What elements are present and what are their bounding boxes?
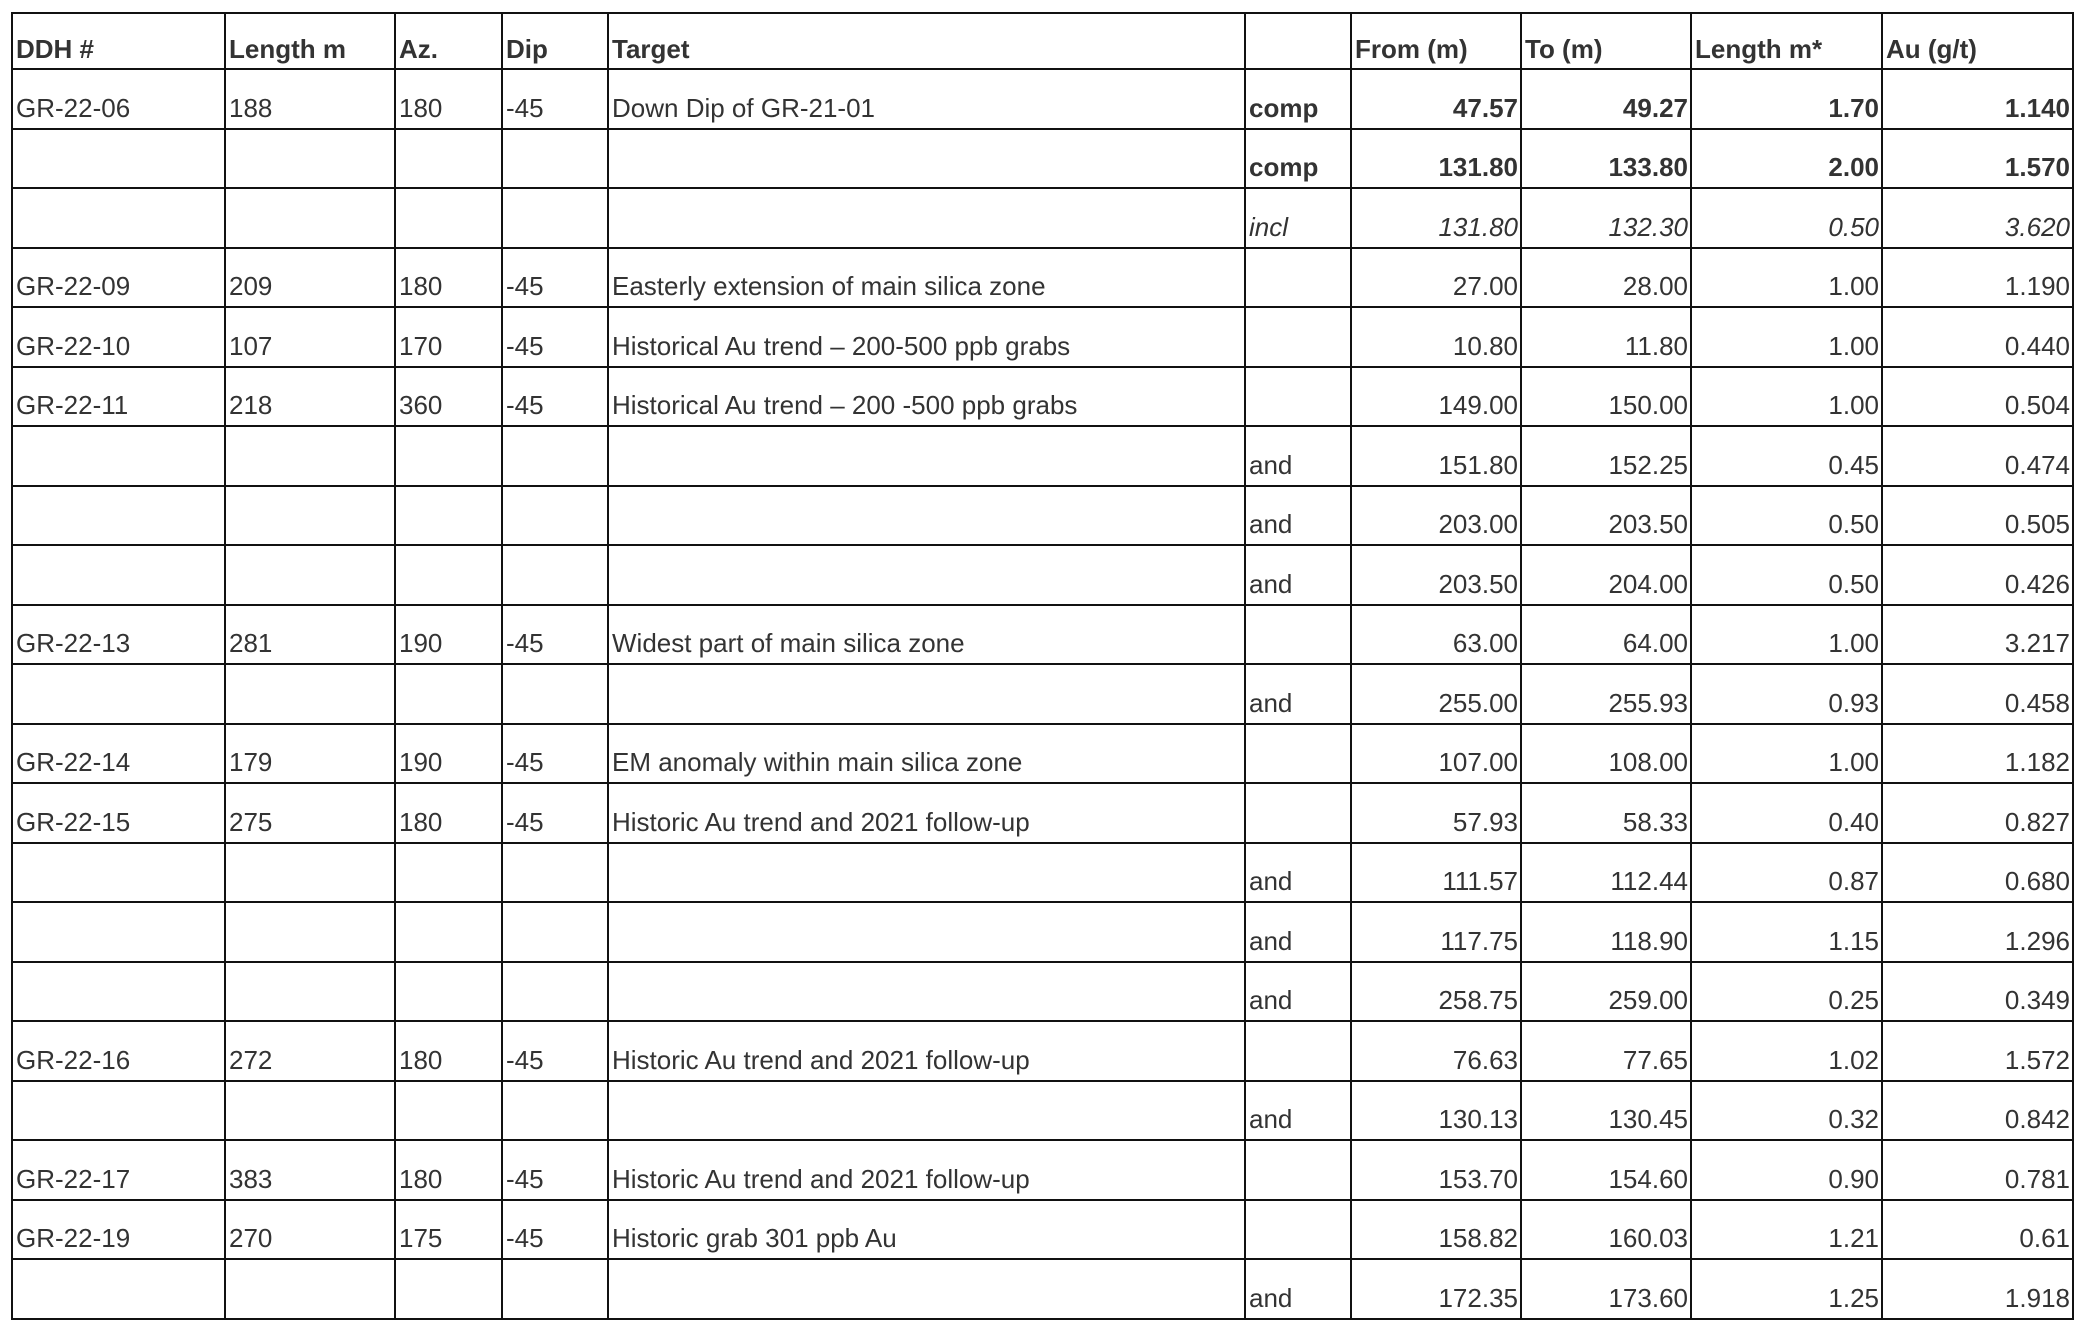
table-row — [12, 188, 2073, 248]
cell-to: 255.93 — [1521, 664, 1691, 724]
table-row — [12, 1081, 2073, 1141]
cell-from: 27.00 — [1351, 248, 1521, 308]
cell-azimuth — [395, 1259, 502, 1319]
cell-hole-length — [225, 426, 395, 486]
table-row — [12, 307, 2073, 367]
cell-au-grade: 0.349 — [1882, 962, 2073, 1022]
cell-azimuth: 180 — [395, 1140, 502, 1200]
cell-hole-length — [225, 664, 395, 724]
cell-au-grade: 0.440 — [1882, 307, 2073, 367]
cell-qualifier: and — [1245, 1259, 1351, 1319]
header-au-grade: Au (g/t) — [1882, 13, 2073, 69]
cell-interval-length: 1.00 — [1691, 605, 1882, 665]
cell-azimuth: 180 — [395, 69, 502, 129]
table-row — [12, 843, 2073, 903]
cell-ddh — [12, 1081, 225, 1141]
header-target: Target — [608, 13, 1245, 69]
cell-hole-length: 107 — [225, 307, 395, 367]
cell-interval-length: 1.00 — [1691, 307, 1882, 367]
cell-from: 57.93 — [1351, 783, 1521, 843]
cell-hole-length — [225, 962, 395, 1022]
cell-dip — [502, 664, 608, 724]
cell-dip: -45 — [502, 307, 608, 367]
cell-from: 63.00 — [1351, 605, 1521, 665]
cell-ddh: GR-22-11 — [12, 367, 225, 427]
cell-au-grade: 0.458 — [1882, 664, 2073, 724]
cell-target: Easterly extension of main silica zone — [608, 248, 1245, 308]
cell-ddh: GR-22-10 — [12, 307, 225, 367]
cell-to: 64.00 — [1521, 605, 1691, 665]
cell-dip: -45 — [502, 1140, 608, 1200]
cell-hole-length: 270 — [225, 1200, 395, 1260]
cell-azimuth: 175 — [395, 1200, 502, 1260]
cell-target: EM anomaly within main silica zone — [608, 724, 1245, 784]
cell-from: 172.35 — [1351, 1259, 1521, 1319]
drill-results-table — [11, 12, 2074, 1320]
cell-qualifier — [1245, 1140, 1351, 1200]
cell-target — [608, 486, 1245, 546]
table-row — [12, 902, 2073, 962]
cell-qualifier — [1245, 367, 1351, 427]
cell-azimuth — [395, 545, 502, 605]
cell-interval-length: 0.50 — [1691, 545, 1882, 605]
cell-hole-length: 272 — [225, 1021, 395, 1081]
cell-dip: -45 — [502, 724, 608, 784]
cell-ddh — [12, 962, 225, 1022]
cell-qualifier: and — [1245, 1081, 1351, 1141]
cell-dip: -45 — [502, 605, 608, 665]
cell-azimuth: 180 — [395, 1021, 502, 1081]
table-row — [12, 248, 2073, 308]
cell-qualifier: and — [1245, 664, 1351, 724]
cell-azimuth — [395, 843, 502, 903]
cell-azimuth — [395, 486, 502, 546]
cell-target — [608, 426, 1245, 486]
cell-qualifier — [1245, 605, 1351, 665]
cell-to: 133.80 — [1521, 129, 1691, 189]
cell-to: 132.30 — [1521, 188, 1691, 248]
cell-hole-length: 188 — [225, 69, 395, 129]
table-row — [12, 724, 2073, 784]
cell-ddh — [12, 426, 225, 486]
cell-from: 158.82 — [1351, 1200, 1521, 1260]
cell-ddh: GR-22-16 — [12, 1021, 225, 1081]
cell-au-grade: 1.140 — [1882, 69, 2073, 129]
cell-to: 118.90 — [1521, 902, 1691, 962]
cell-interval-length: 2.00 — [1691, 129, 1882, 189]
cell-dip — [502, 962, 608, 1022]
table-row — [12, 605, 2073, 665]
cell-au-grade: 0.474 — [1882, 426, 2073, 486]
header-qualifier — [1245, 13, 1351, 69]
cell-ddh — [12, 1259, 225, 1319]
table-row — [12, 1200, 2073, 1260]
header-interval-length: Length m* — [1691, 13, 1882, 69]
cell-ddh — [12, 188, 225, 248]
cell-qualifier: and — [1245, 545, 1351, 605]
cell-interval-length: 0.25 — [1691, 962, 1882, 1022]
cell-hole-length — [225, 486, 395, 546]
cell-azimuth — [395, 902, 502, 962]
cell-interval-length: 1.00 — [1691, 248, 1882, 308]
cell-au-grade: 3.217 — [1882, 605, 2073, 665]
table-row — [12, 1140, 2073, 1200]
cell-azimuth — [395, 188, 502, 248]
cell-au-grade: 0.842 — [1882, 1081, 2073, 1141]
cell-from: 10.80 — [1351, 307, 1521, 367]
header-azimuth: Az. — [395, 13, 502, 69]
cell-interval-length: 1.00 — [1691, 724, 1882, 784]
cell-hole-length — [225, 129, 395, 189]
cell-interval-length: 1.25 — [1691, 1259, 1882, 1319]
cell-target — [608, 545, 1245, 605]
cell-ddh — [12, 902, 225, 962]
table-row — [12, 367, 2073, 427]
cell-au-grade: 0.781 — [1882, 1140, 2073, 1200]
cell-dip — [502, 902, 608, 962]
cell-to: 49.27 — [1521, 69, 1691, 129]
cell-from: 149.00 — [1351, 367, 1521, 427]
header-row — [12, 13, 2073, 69]
cell-qualifier — [1245, 1021, 1351, 1081]
cell-interval-length: 0.90 — [1691, 1140, 1882, 1200]
cell-dip — [502, 129, 608, 189]
cell-to: 154.60 — [1521, 1140, 1691, 1200]
cell-target — [608, 188, 1245, 248]
cell-ddh: GR-22-13 — [12, 605, 225, 665]
cell-to: 108.00 — [1521, 724, 1691, 784]
header-length: Length m — [225, 13, 395, 69]
cell-azimuth: 180 — [395, 783, 502, 843]
cell-au-grade: 0.827 — [1882, 783, 2073, 843]
cell-from: 107.00 — [1351, 724, 1521, 784]
cell-azimuth: 190 — [395, 605, 502, 665]
cell-dip: -45 — [502, 783, 608, 843]
cell-ddh: GR-22-06 — [12, 69, 225, 129]
cell-dip: -45 — [502, 1200, 608, 1260]
table-row — [12, 962, 2073, 1022]
cell-dip: -45 — [502, 248, 608, 308]
cell-to: 58.33 — [1521, 783, 1691, 843]
cell-qualifier: comp — [1245, 69, 1351, 129]
cell-hole-length: 275 — [225, 783, 395, 843]
table-row — [12, 129, 2073, 189]
table-row — [12, 664, 2073, 724]
cell-au-grade: 1.918 — [1882, 1259, 2073, 1319]
cell-from: 203.00 — [1351, 486, 1521, 546]
cell-target: Historical Au trend – 200 -500 ppb grabs — [608, 367, 1245, 427]
cell-target — [608, 1259, 1245, 1319]
cell-qualifier — [1245, 1200, 1351, 1260]
cell-target — [608, 664, 1245, 724]
cell-azimuth — [395, 962, 502, 1022]
cell-azimuth — [395, 664, 502, 724]
cell-au-grade: 0.680 — [1882, 843, 2073, 903]
table-row — [12, 69, 2073, 129]
cell-from: 203.50 — [1351, 545, 1521, 605]
header-from: From (m) — [1351, 13, 1521, 69]
cell-to: 28.00 — [1521, 248, 1691, 308]
cell-qualifier — [1245, 783, 1351, 843]
cell-hole-length — [225, 1081, 395, 1141]
cell-au-grade: 0.505 — [1882, 486, 2073, 546]
cell-dip — [502, 545, 608, 605]
table-row — [12, 545, 2073, 605]
cell-dip — [502, 843, 608, 903]
cell-to: 204.00 — [1521, 545, 1691, 605]
cell-au-grade: 3.620 — [1882, 188, 2073, 248]
cell-au-grade: 0.61 — [1882, 1200, 2073, 1260]
cell-qualifier — [1245, 248, 1351, 308]
cell-interval-length: 1.02 — [1691, 1021, 1882, 1081]
header-ddh: DDH # — [12, 13, 225, 69]
cell-target: Historical Au trend – 200-500 ppb grabs — [608, 307, 1245, 367]
cell-ddh: GR-22-19 — [12, 1200, 225, 1260]
table-row — [12, 1021, 2073, 1081]
cell-from: 117.75 — [1351, 902, 1521, 962]
cell-hole-length: 179 — [225, 724, 395, 784]
cell-au-grade: 1.570 — [1882, 129, 2073, 189]
cell-au-grade: 1.190 — [1882, 248, 2073, 308]
cell-qualifier — [1245, 307, 1351, 367]
cell-dip: -45 — [502, 1021, 608, 1081]
cell-target: Historic grab 301 ppb Au — [608, 1200, 1245, 1260]
cell-interval-length: 1.00 — [1691, 367, 1882, 427]
cell-from: 111.57 — [1351, 843, 1521, 903]
cell-hole-length — [225, 188, 395, 248]
cell-target: Historic Au trend and 2021 follow-up — [608, 783, 1245, 843]
cell-dip: -45 — [502, 367, 608, 427]
cell-ddh — [12, 486, 225, 546]
cell-from: 47.57 — [1351, 69, 1521, 129]
cell-qualifier: comp — [1245, 129, 1351, 189]
cell-target: Historic Au trend and 2021 follow-up — [608, 1021, 1245, 1081]
cell-target: Historic Au trend and 2021 follow-up — [608, 1140, 1245, 1200]
cell-from: 130.13 — [1351, 1081, 1521, 1141]
cell-dip — [502, 1081, 608, 1141]
cell-to: 173.60 — [1521, 1259, 1691, 1319]
cell-interval-length: 1.70 — [1691, 69, 1882, 129]
cell-hole-length: 281 — [225, 605, 395, 665]
cell-hole-length — [225, 1259, 395, 1319]
cell-from: 76.63 — [1351, 1021, 1521, 1081]
cell-qualifier: and — [1245, 962, 1351, 1022]
cell-au-grade: 1.182 — [1882, 724, 2073, 784]
cell-ddh — [12, 843, 225, 903]
cell-from: 258.75 — [1351, 962, 1521, 1022]
cell-from: 255.00 — [1351, 664, 1521, 724]
cell-from: 131.80 — [1351, 188, 1521, 248]
cell-interval-length: 1.15 — [1691, 902, 1882, 962]
cell-azimuth — [395, 426, 502, 486]
cell-au-grade: 1.572 — [1882, 1021, 2073, 1081]
cell-qualifier: and — [1245, 426, 1351, 486]
cell-to: 152.25 — [1521, 426, 1691, 486]
cell-dip — [502, 426, 608, 486]
table-body — [12, 69, 2073, 1319]
cell-hole-length — [225, 902, 395, 962]
table-row — [12, 486, 2073, 546]
cell-qualifier: and — [1245, 902, 1351, 962]
cell-interval-length: 0.40 — [1691, 783, 1882, 843]
cell-to: 150.00 — [1521, 367, 1691, 427]
cell-from: 153.70 — [1351, 1140, 1521, 1200]
cell-dip — [502, 1259, 608, 1319]
cell-hole-length: 209 — [225, 248, 395, 308]
cell-qualifier: and — [1245, 486, 1351, 546]
cell-target — [608, 1081, 1245, 1141]
cell-ddh: GR-22-17 — [12, 1140, 225, 1200]
cell-ddh — [12, 129, 225, 189]
cell-dip — [502, 188, 608, 248]
cell-target — [608, 902, 1245, 962]
cell-target — [608, 129, 1245, 189]
cell-interval-length: 0.87 — [1691, 843, 1882, 903]
cell-azimuth: 170 — [395, 307, 502, 367]
cell-interval-length: 0.32 — [1691, 1081, 1882, 1141]
cell-interval-length: 0.50 — [1691, 188, 1882, 248]
cell-to: 130.45 — [1521, 1081, 1691, 1141]
cell-hole-length — [225, 545, 395, 605]
cell-hole-length: 218 — [225, 367, 395, 427]
cell-to: 259.00 — [1521, 962, 1691, 1022]
cell-to: 112.44 — [1521, 843, 1691, 903]
cell-ddh: GR-22-14 — [12, 724, 225, 784]
cell-hole-length — [225, 843, 395, 903]
cell-target: Widest part of main silica zone — [608, 605, 1245, 665]
table-row — [12, 426, 2073, 486]
cell-qualifier: incl — [1245, 188, 1351, 248]
cell-azimuth — [395, 129, 502, 189]
cell-au-grade: 1.296 — [1882, 902, 2073, 962]
cell-to: 160.03 — [1521, 1200, 1691, 1260]
cell-au-grade: 0.426 — [1882, 545, 2073, 605]
cell-to: 77.65 — [1521, 1021, 1691, 1081]
cell-to: 11.80 — [1521, 307, 1691, 367]
cell-from: 151.80 — [1351, 426, 1521, 486]
cell-interval-length: 1.21 — [1691, 1200, 1882, 1260]
cell-dip — [502, 486, 608, 546]
cell-to: 203.50 — [1521, 486, 1691, 546]
cell-dip: -45 — [502, 69, 608, 129]
cell-hole-length: 383 — [225, 1140, 395, 1200]
cell-qualifier — [1245, 724, 1351, 784]
table-row — [12, 1259, 2073, 1319]
cell-ddh: GR-22-09 — [12, 248, 225, 308]
cell-au-grade: 0.504 — [1882, 367, 2073, 427]
cell-azimuth: 180 — [395, 248, 502, 308]
table-row — [12, 783, 2073, 843]
cell-target — [608, 843, 1245, 903]
cell-target: Down Dip of GR-21-01 — [608, 69, 1245, 129]
cell-qualifier: and — [1245, 843, 1351, 903]
cell-ddh — [12, 545, 225, 605]
cell-interval-length: 0.45 — [1691, 426, 1882, 486]
cell-azimuth — [395, 1081, 502, 1141]
header-dip: Dip — [502, 13, 608, 69]
cell-interval-length: 0.50 — [1691, 486, 1882, 546]
header-to: To (m) — [1521, 13, 1691, 69]
cell-target — [608, 962, 1245, 1022]
cell-azimuth: 360 — [395, 367, 502, 427]
cell-ddh: GR-22-15 — [12, 783, 225, 843]
cell-interval-length: 0.93 — [1691, 664, 1882, 724]
cell-azimuth: 190 — [395, 724, 502, 784]
cell-from: 131.80 — [1351, 129, 1521, 189]
cell-ddh — [12, 664, 225, 724]
